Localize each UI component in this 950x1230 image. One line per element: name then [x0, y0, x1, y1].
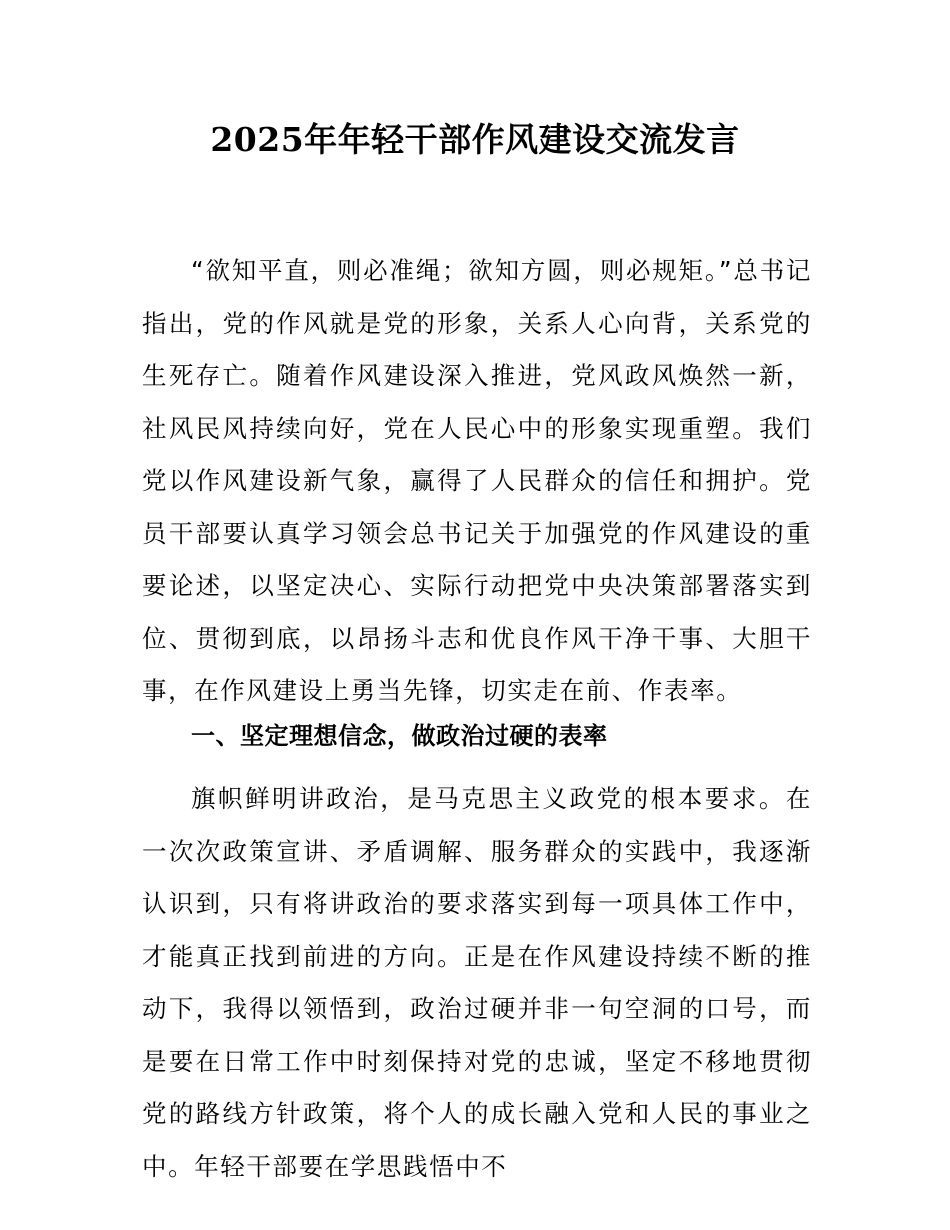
intro-paragraph: “欲知平直，则必准绳；欲知方圆，则必规矩。”总书记指出，党的作风就是党的形象，关系人心向背，关系党的生死存亡。随着作风建设深入推进，党风政风焕然一新，社风民风持续向好，党在人民心中的形象实现重塑。我们党以作风建设新气象，赢得了人民群众的信任和拥护。党员干部要认真学习领会总书记关于加强党的作风建设的重要论述，以坚定决心、实际行动把党中央决策部署落实到位、贯彻到底，以昂扬斗志和优良作风干净干事、大胆干事，在作风建设上勇当先锋，切实走在前、作表率。 — [142, 256, 812, 705]
section-heading: 一、坚定理想信念，做政治过硬的表率 — [191, 722, 608, 750]
section-paragraph: 旗帜鲜明讲政治，是马克思主义政党的根本要求。在一次次政策宣讲、矛盾调解、服务群众的实践中，我逐渐认识到，只有将讲政治的要求落实到每一项具体工作中，才能真正找到前进的方向。正是在作风建设持续不断的推动下，我得以领悟到，政治过硬并非一句空洞的口号，而是要在日常工作中时刻保持对党的忠诚，坚定不移地贯彻党的路线方针政策，将个人的成长融入党和人民的事业之中。年轻干部要在学思践悟中不 — [142, 784, 812, 1181]
document-title: 2025年年轻干部作风建设交流发言 — [210, 120, 740, 159]
